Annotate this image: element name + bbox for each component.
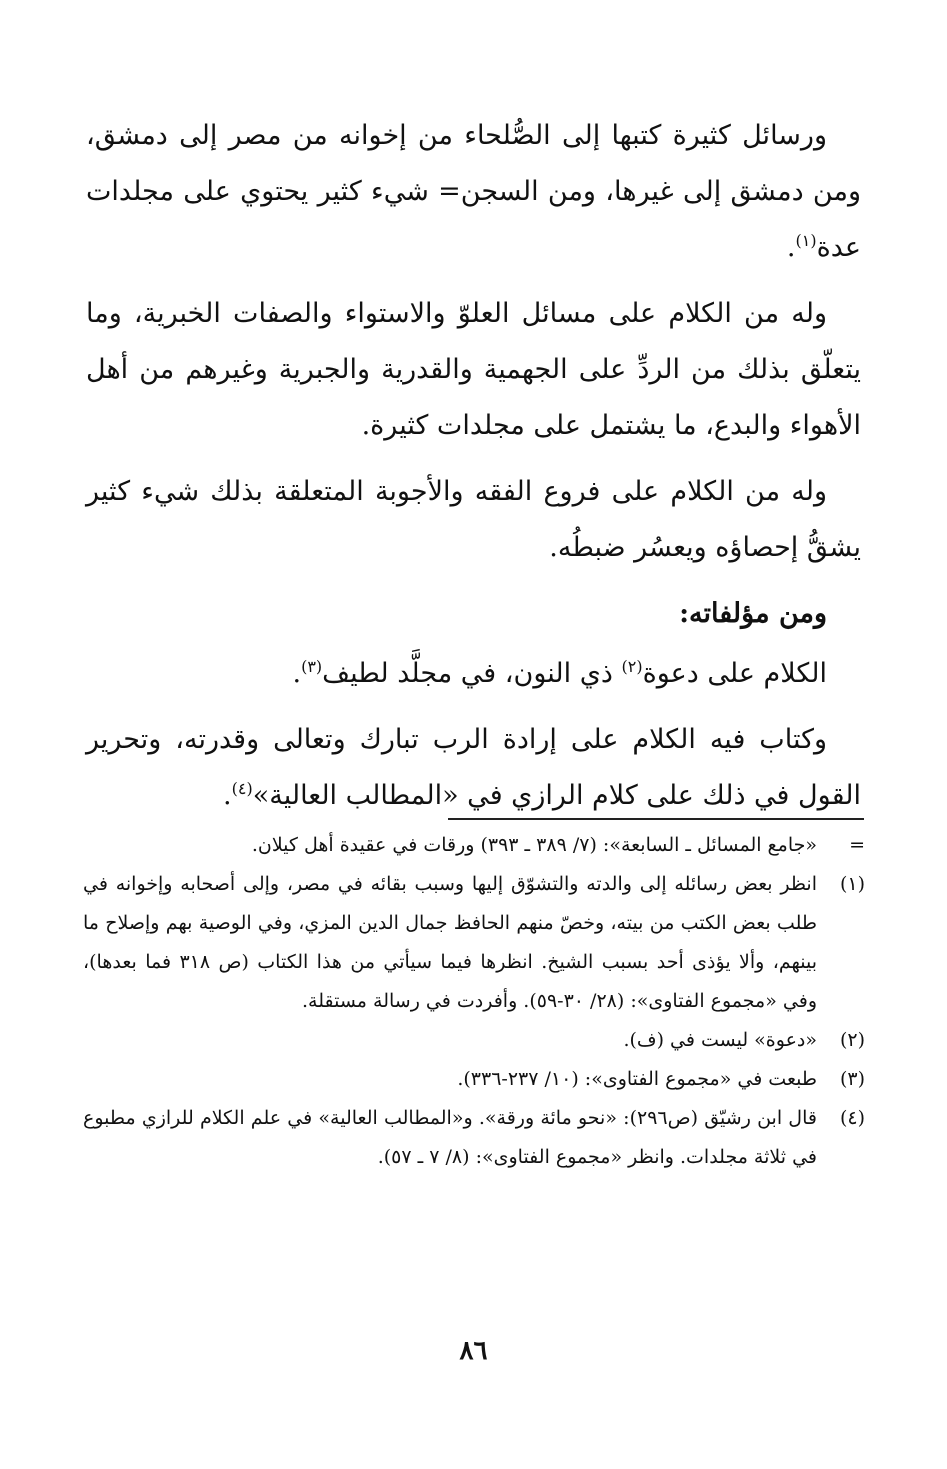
paragraph-end: . bbox=[292, 658, 302, 689]
paragraph-irada bbox=[86, 712, 861, 824]
footnote-ref-1[interactable]: (١) bbox=[795, 231, 817, 250]
page-number: ٨٦ bbox=[459, 1336, 488, 1366]
paragraph-letters bbox=[86, 108, 861, 276]
footnote-separator bbox=[448, 818, 864, 820]
footnote-text: طبعت في «مجموع الفتاوى»: (١٠/ ٢٣٧-٣٣٦). bbox=[457, 1068, 817, 1090]
footnotes bbox=[83, 826, 865, 1177]
paragraph-end: . bbox=[786, 232, 796, 263]
paragraph-text: وكتاب فيه الكلام على إرادة الرب تبارك وتعالى وقدرته، وتحرير القول في ذلك على كلام الرازي في «المطالب العالية» bbox=[86, 724, 861, 811]
footnote-1 bbox=[83, 865, 865, 1021]
footnote-3 bbox=[83, 1060, 865, 1099]
footnote-text: قال ابن رشيّق (ص٢٩٦): «نحو مائة ورقة». و«المطالب العالية» في علم الكلام للرازي مطبوع في ثلاثة مجلدات. وانظر «مجموع الفتاوى»: (٨/ ٧ ـ ٥٧). bbox=[83, 1107, 817, 1168]
footnote-marker: (١) bbox=[839, 873, 865, 895]
footnote-marker: (٤) bbox=[839, 1107, 865, 1129]
main-text bbox=[86, 108, 861, 834]
footnote-text: «جامع المسائل ـ السابعة»: (٧/ ٣٨٩ ـ ٣٩٣) ورقات في عقيدة أهل كيلان. bbox=[251, 834, 817, 856]
paragraph-dhun-nun bbox=[86, 646, 861, 702]
paragraph-end: . bbox=[223, 780, 232, 811]
footnote-ref-2[interactable]: (٢) bbox=[621, 657, 643, 676]
paragraph-fiqh: وله من الكلام على فروع الفقه والأجوبة المتعلقة بذلك شيء كثير يشقُّ إحصاؤه ويعسُر ضبطُه. bbox=[86, 476, 861, 563]
paragraph-text: ذي النون، في مجلَّد لطيف bbox=[322, 658, 622, 689]
paragraph-attributes: وله من الكلام على مسائل العلوّ والاستواء والصفات الخبرية، وما يتعلّق بذلك من الردِّ على الجهمية والقدرية والجبرية وغيرهم من أهل الأهواء والبدع، ما يشتمل على مجلدات كثيرة. bbox=[86, 298, 861, 441]
footnote-continuation bbox=[83, 826, 865, 865]
footnote-marker: = bbox=[849, 834, 865, 856]
footnote-marker: (٣) bbox=[839, 1068, 865, 1090]
footnote-ref-4[interactable]: (٤) bbox=[231, 779, 253, 798]
footnote-text: «دعوة» ليست في (ف). bbox=[623, 1029, 817, 1051]
footnote-marker: (٢) bbox=[839, 1029, 865, 1051]
footnote-2 bbox=[83, 1021, 865, 1060]
paragraph-text: ورسائل كثيرة كتبها إلى الصُّلحاء من إخوانه من مصر إلى دمشق، ومن دمشق إلى غيرها، ومن السجن= شيء كثير يحتوي على مجلدات عدة bbox=[86, 120, 861, 263]
footnote-ref-3[interactable]: (٣) bbox=[301, 657, 323, 676]
footnote-4 bbox=[83, 1099, 865, 1177]
footnote-text: انظر بعض رسائله إلى والدته والتشوّق إليها وسبب بقائه في مصر، وإلى أصحابه وإخوانه في طلب بعض الكتب من بيته، وخصّ منهم الحافظ جمال الدين المزي، وفي الوصية بهم وإصلاح ما بينهم، وألا يؤذى أحد بسبب الشيخ. انظرها فيما سيأتي من هذا الكتاب (ص ٣١٨ فما بعدها)، وفي «مجموع الفتاوى»: (٢٨/ ٣٠-٥٩). وأفردت في رسالة مستقلة. bbox=[83, 873, 818, 1012]
section-heading: ومن مؤلفاته: bbox=[679, 598, 827, 629]
paragraph-text: الكلام على دعوة bbox=[642, 658, 827, 689]
